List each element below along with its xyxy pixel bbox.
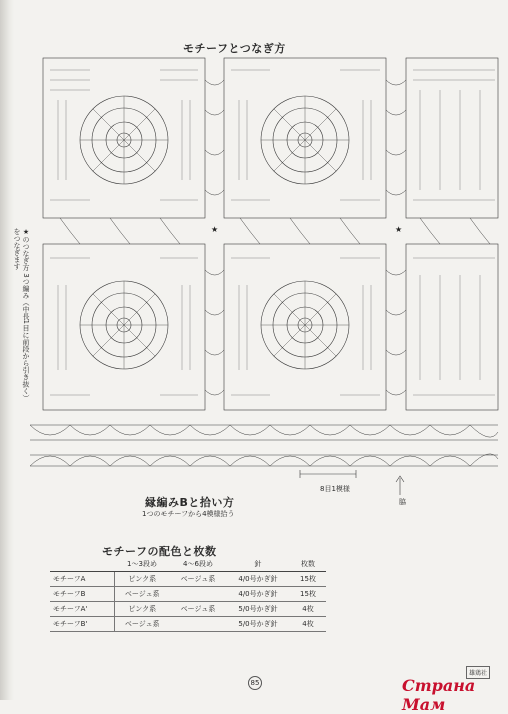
table-cell: ベージュ系 [180, 605, 216, 613]
watermark: Страна Мам [402, 676, 476, 714]
color-table-title: モチーフの配色と枚数 [102, 545, 217, 558]
table-header-row [50, 557, 326, 572]
flower-motif [261, 96, 349, 184]
table-cell: 4枚 [302, 620, 314, 628]
table-cell: ベージュ系 [124, 620, 160, 628]
table-cell: ピンク系 [128, 575, 157, 583]
publisher-label: 雄鶏社 [466, 666, 490, 679]
header-cell [50, 557, 114, 572]
edging-subtitle: 1つのモチーフから4模様拾う [142, 510, 235, 518]
table-cell: 5/0号かぎ針 [238, 605, 278, 613]
table-cell: 5/0号かぎ針 [238, 620, 278, 628]
header-cell: 1〜3段め [114, 557, 170, 572]
table-cell: 15枚 [300, 590, 316, 598]
header-cell: 枚数 [290, 557, 326, 572]
table-row [50, 617, 326, 632]
table-cell [170, 587, 226, 602]
table-cell: 4/0号かぎ針 [238, 575, 278, 583]
table-row [50, 602, 326, 617]
flower-motif [80, 96, 168, 184]
motif-color-table [50, 557, 326, 632]
table-row [50, 572, 326, 587]
edging-band [30, 425, 498, 495]
flower-motif [261, 281, 349, 369]
table-cell: ベージュ系 [124, 590, 160, 598]
table-cell: ピンク系 [128, 605, 157, 613]
table-cell: モチーフA [50, 572, 114, 587]
edging-title: 縁編みBと拾い方 [145, 496, 235, 509]
motif-square [406, 244, 498, 410]
table-cell: 4枚 [302, 605, 314, 613]
table-cell: 15枚 [300, 575, 316, 583]
table-cell: モチーフA' [50, 602, 114, 617]
table-cell: モチーフB' [50, 617, 114, 632]
table-cell: モチーフB [50, 587, 114, 602]
table-cell: ベージュ系 [180, 575, 216, 583]
star-marker: ★ [211, 225, 219, 234]
star-marker: ★ [395, 225, 403, 234]
header-cell: 4〜6段め [170, 557, 226, 572]
page-number: 85 [248, 676, 262, 690]
header-cell: 針 [226, 557, 290, 572]
motif-square [406, 58, 498, 218]
motif-title: モチーフとつなぎ方 [183, 42, 286, 55]
table-cell [170, 617, 226, 632]
table-row [50, 587, 326, 602]
side-label: 脇 [399, 498, 406, 506]
join-instruction-note: ★のつなぎ方 3つ編み（中長1目に前段から引き抜く）をつなぎます [13, 228, 30, 402]
repeat-label: 8目1模様 [320, 485, 350, 493]
table-cell: 4/0号かぎ針 [238, 590, 278, 598]
flower-motif [80, 281, 168, 369]
